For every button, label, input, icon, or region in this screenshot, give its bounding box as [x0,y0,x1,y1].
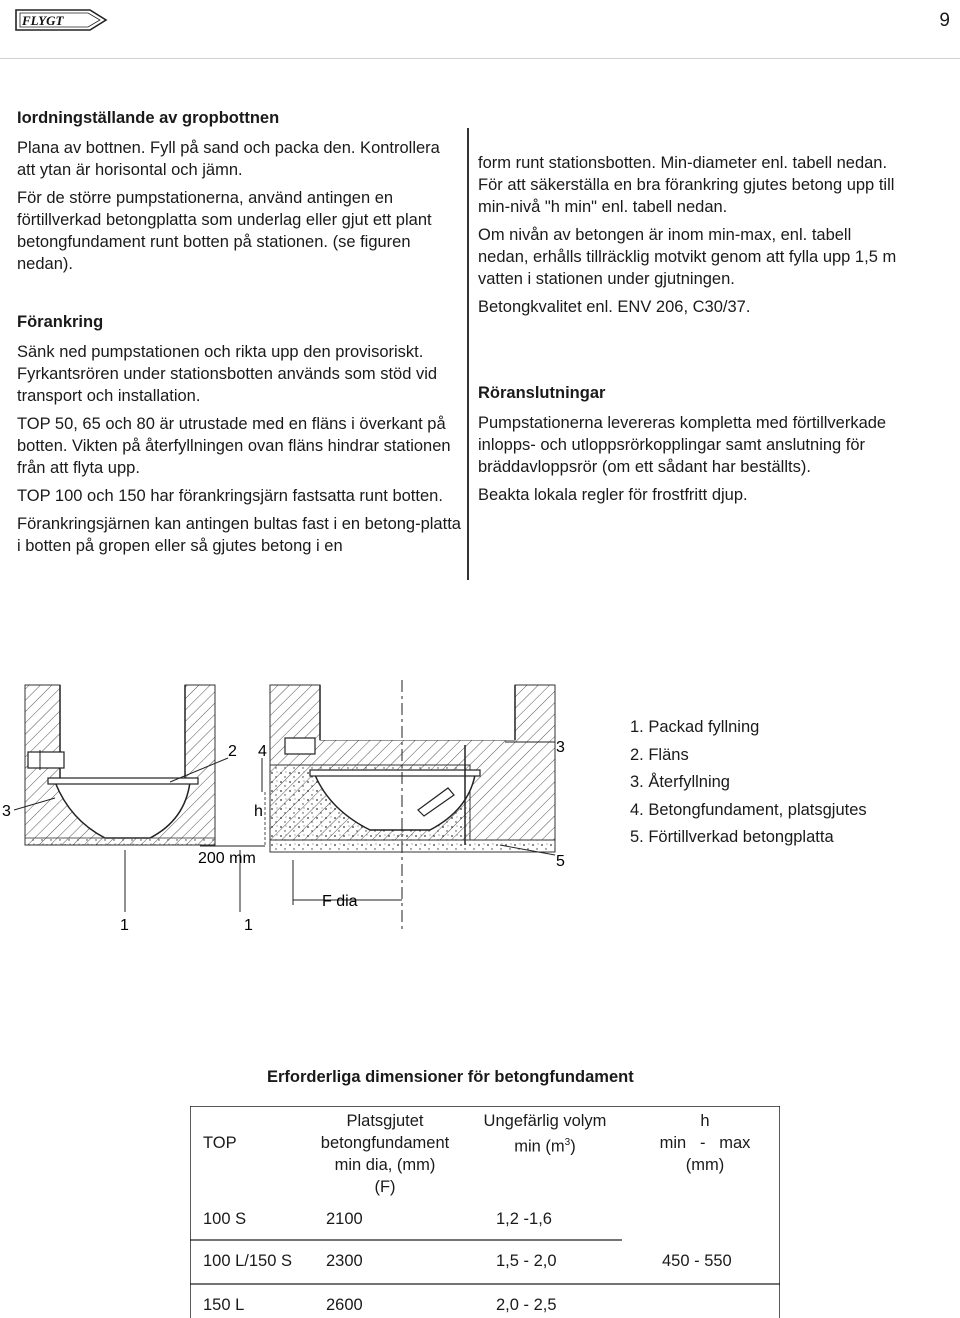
label-4: 4 [258,743,267,760]
header-line: min dia, (mm) [334,1156,436,1174]
table-header-h [640,1110,770,1176]
heading-bottom-preparation: Iordningställande av gropbottnen [17,109,280,127]
header-line: betongfundament [320,1134,450,1152]
heading-pipe-connections: Röranslutningar [478,384,606,402]
left-column [17,107,462,557]
table-cell-top: 100 L/150 S [203,1252,292,1270]
header-divider [0,58,960,59]
legend-item: 3. Återfyllning [630,773,730,791]
paragraph: Betongkvalitet enl. ENV 206, C30/37. [478,298,751,316]
table-cell-dia: 2600 [326,1296,363,1314]
paragraph: Om nivån av betongen är inom min-max, enl. tabell nedan, erhålls tillräcklig motvikt genom att fylla upp 1,5 m vatten i stationen under gjutningen. [478,226,897,288]
label-f-dia: F dia [322,893,358,910]
heading-anchoring: Förankring [17,313,104,331]
legend-item: 4. Betongfundament, platsgjutes [630,800,867,819]
header-line [465,1132,625,1158]
label-1a: 1 [120,917,129,934]
table-cell-vol: 2,0 - 2,5 [496,1296,557,1314]
table-header-volume [465,1110,625,1158]
label-5: 5 [556,853,565,870]
label-200mm: 200 mm [198,850,256,867]
logo-text: FLYGT [22,13,64,28]
label-3-left: 3 [2,803,11,820]
table-cell-top: 150 L [203,1296,245,1314]
volume-unit-close: ) [570,1137,576,1156]
figure-legend [630,714,867,852]
volume-unit-sup: 3 [564,1137,571,1148]
label-1b: 1 [244,917,253,934]
legend-item: 5. Förtillverkad betongplatta [630,828,834,846]
installation-diagram [0,680,620,940]
table-cell-vol: 1,5 - 2,0 [496,1252,557,1270]
table-header-dia [300,1110,470,1198]
label-3-right: 3 [556,739,565,756]
flange-left [48,778,198,784]
label-h: h [254,803,263,820]
label-2: 2 [228,743,237,760]
table-cell-dia: 2300 [326,1252,363,1270]
paragraph: Sänk ned pumpstationen och rikta upp den provisoriskt. Fyrkantsrören under stationsbotten används som stöd vid transport och installation. [17,343,438,405]
table-cell-h-range: 450 - 550 [662,1252,732,1270]
paragraph: TOP 100 och 150 har förankringsjärn fastsatta runt botten. [17,487,443,505]
paragraph: För de större pumpstationerna, använd antingen en förtillverkad betongplatta som underlag eller gjut ett plant betongfundament runt botten på stationen. (se figuren nedan). [17,189,432,273]
table-cell-dia: 2100 [326,1210,363,1228]
legend-item: 1. Packad fyllning [630,718,760,736]
paragraph: Beakta lokala regler för frostfritt djup. [478,486,748,504]
paragraph: TOP 50, 65 och 80 är utrustade med en fläns i överkant på botten. Vikten på återfyllningen ovan fläns hindrar stationen från att flyta upp. [17,415,451,477]
page-number: 9 [939,10,950,31]
header-line: Platsgjutet [346,1112,424,1130]
column-divider [467,128,469,580]
right-column [478,152,898,506]
inlet-pipe-right [285,738,315,754]
table-cell-top: 100 S [203,1210,247,1228]
prefab-slab [270,840,555,852]
header-line: min - max [659,1134,751,1152]
header-line: (F) [374,1178,396,1196]
paragraph: Plana av bottnen. Fyll på sand och packa den. Kontrollera att ytan är horisontal och jämn. [17,139,440,179]
header-line: h [700,1112,710,1130]
inlet-pipe-left [28,752,64,768]
volume-unit: min (m [514,1137,565,1156]
table-title: Erforderliga dimensioner för betongfundament [267,1068,634,1086]
table-header-top: TOP [203,1134,237,1152]
flygt-logo [14,6,108,34]
paragraph: Pumpstationerna levereras kompletta med förtillverkade inlopps- och utloppsrörkopplingar samt anslutning för bräddavloppsrör (om ett sådant har beställts). [478,414,887,476]
header-line: Ungefärlig volym [483,1112,607,1130]
paragraph: form runt stationsbotten. Min-diameter enl. tabell nedan. För att säkerställa en bra förankring gjutes betong upp till min-nivå "h min" enl. tabell nedan. [478,154,895,216]
paragraph: Förankringsjärnen kan antingen bultas fast i en betong-platta i botten på gropen eller så gjutes betong i en [17,515,461,555]
header-line: (mm) [685,1156,725,1174]
legend-item: 2. Fläns [630,745,689,764]
table-cell-vol: 1,2 -1,6 [496,1210,552,1228]
